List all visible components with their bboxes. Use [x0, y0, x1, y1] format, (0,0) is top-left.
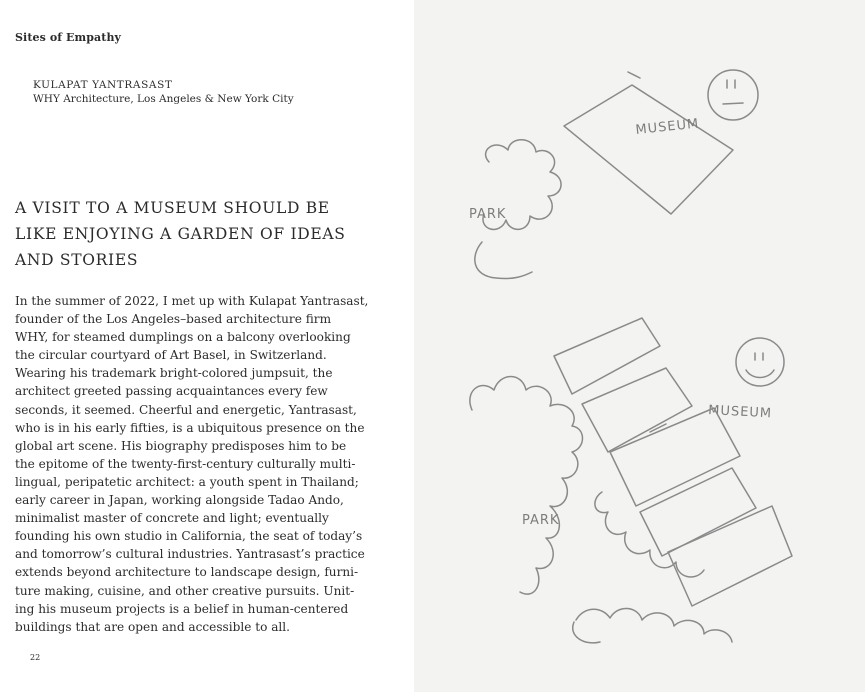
- body-line: who is in his early fifties, is a ubiquitous presence on the: [15, 420, 365, 435]
- sketch-park-cloud: [470, 377, 583, 595]
- smiley-face-icon: [736, 338, 784, 386]
- title-line: A VISIT TO A MUSEUM SHOULD BE: [15, 199, 330, 217]
- sad-face-icon: [708, 70, 758, 120]
- pencil-sketch: [414, 0, 865, 692]
- right-page-sketch: [414, 0, 865, 692]
- body-line: WHY, for steamed dumplings on a balcony overlooking: [15, 330, 351, 345]
- sketch-label-park: PARK: [469, 207, 507, 222]
- sketch-label-museum-2: MUSEUM: [707, 403, 773, 422]
- body-line: the circular courtyard of Art Basel, in Switzerland.: [15, 348, 327, 363]
- sketch-mark: [628, 72, 640, 78]
- sketch-museum-block: [640, 468, 756, 556]
- body-line: buildings that are open and accessible to all.: [15, 619, 290, 634]
- body-line: architect greeted passing acquaintances every few: [15, 384, 328, 399]
- body-paragraph: [15, 292, 410, 636]
- body-line: ing his museum projects is a belief in human-centered: [15, 601, 349, 616]
- body-line: founding his own studio in California, the seat of today’s: [15, 529, 363, 544]
- body-line: early career in Japan, working alongside Tadao Ando,: [15, 493, 344, 508]
- body-line: ture making, cuisine, and other creative pursuits. Unit-: [15, 583, 355, 598]
- body-line: and tomorrow’s cultural industries. Yantrasast’s practice: [15, 547, 365, 562]
- running-head: Sites of Empathy: [15, 31, 122, 44]
- body-line: Wearing his trademark bright-colored jumpsuit, the: [15, 366, 333, 381]
- body-line: In the summer of 2022, I met up with Kulapat Yantrasast,: [15, 294, 369, 308]
- author-block: [33, 78, 294, 106]
- body-line: founder of the Los Angeles–based architecture firm: [15, 312, 332, 327]
- body-line: minimalist master of concrete and light; eventually: [15, 511, 329, 526]
- sketch-museum-block: [582, 368, 692, 452]
- sketch-museum-block: [564, 85, 733, 214]
- author-name: KULAPAT YANTRASAST: [33, 79, 173, 91]
- title-line: AND STORIES: [15, 251, 139, 269]
- left-page: [0, 0, 414, 692]
- sketch-label-park-2: PARK: [522, 513, 560, 528]
- body-line: lingual, peripatetic architect: a youth spent in Thailand;: [15, 474, 359, 489]
- author-affiliation: WHY Architecture, Los Angeles & New York City: [33, 93, 294, 105]
- sketch-museum-block: [554, 318, 660, 394]
- chapter-title: [15, 195, 410, 273]
- body-line: global art scene. His biography predisposes him to be: [15, 438, 347, 453]
- page-number: 22: [30, 653, 41, 662]
- title-line: LIKE ENJOYING A GARDEN OF IDEAS: [15, 225, 346, 243]
- sketch-museum-block: [610, 408, 740, 506]
- sketch-label-museum: MUSEUM: [634, 116, 701, 138]
- body-line: extends beyond architecture to landscape design, furni-: [15, 565, 359, 580]
- body-line: seconds, it seemed. Cheerful and energetic, Yantrasast,: [15, 402, 357, 417]
- body-line: the epitome of the twenty-first-century culturally multi-: [15, 456, 356, 471]
